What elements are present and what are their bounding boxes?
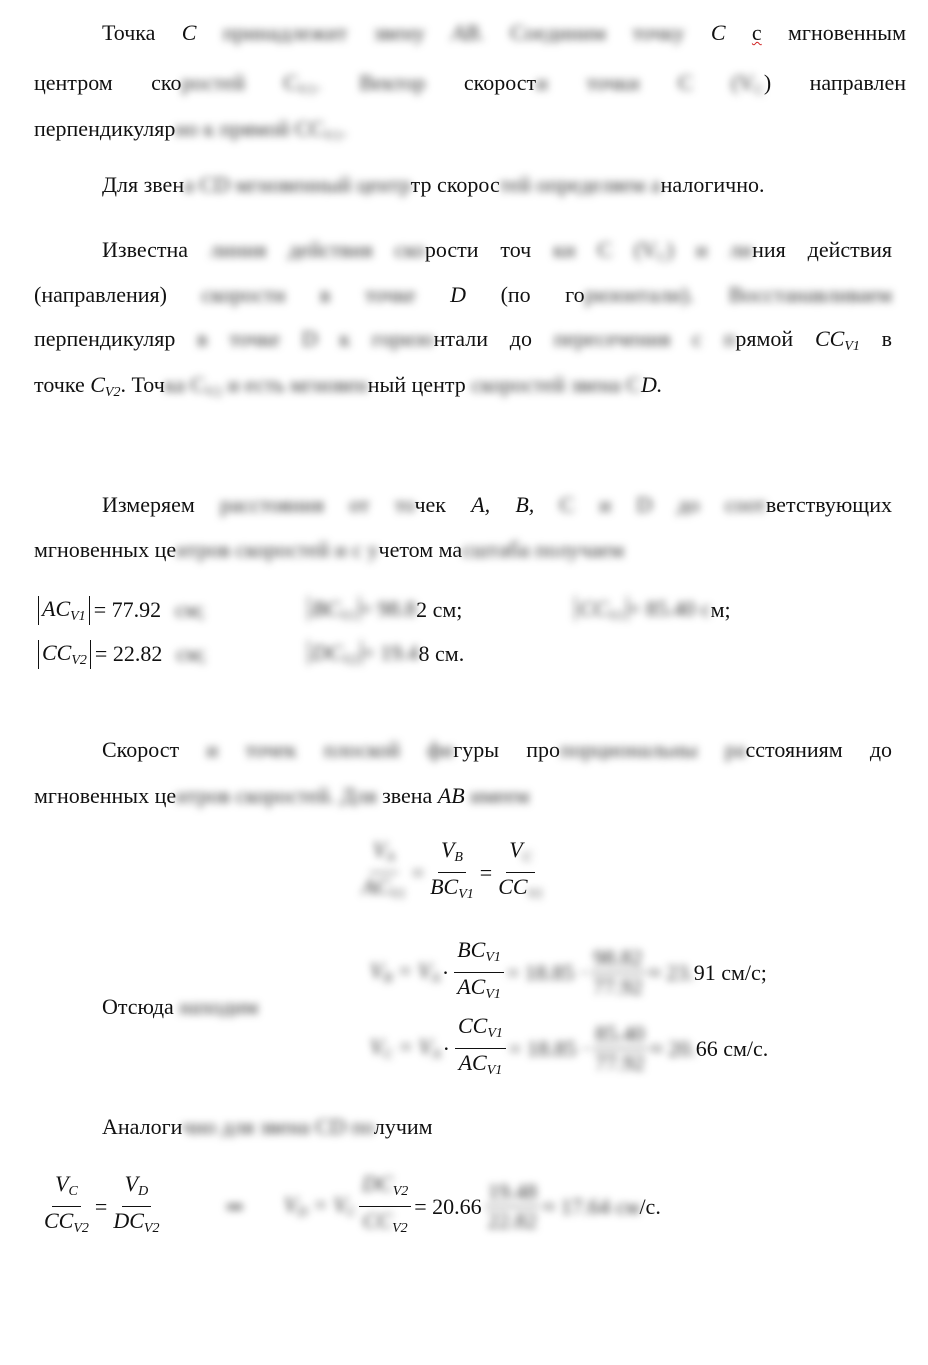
p3-line3: перпендикуляр в точке D к горизонтали до пересечения с прямой $CC_{V1}$ в — [34, 326, 893, 354]
p2-line: Для звена CD мгновенный центртр скоростей определяем аналогично. — [102, 172, 765, 197]
equation-vb: $V_B = V_A$ · $\frac{BC_{V1}}{AC_{V1}}$ = 18.85 · $\frac{98.82}{77.92}$ ≈ 23. 91 см/с; — [370, 937, 767, 1002]
hence-label: Отсюда находим — [102, 994, 259, 1019]
meas-cc1: $CC_{V1} = 85.40$ с м; — [575, 592, 731, 628]
p6-line: Аналогично для звена CD получим — [102, 1114, 433, 1139]
p1-line3: перпендикулярно к прямой $CC_{V1}$. — [34, 116, 347, 144]
p5-line1: Скорост и точек плоской фигуры пропорциональны расстояниям до — [102, 737, 893, 762]
p4-line2: мгновенных центров скоростей и с учетом масштаба получаем — [34, 537, 624, 562]
p3-line1: Известна линия действия скорости точ ки C $(V_C)$ и линия действия — [102, 237, 893, 265]
equation-proportion-ab: $\frac{V_A}{AC_{V1}}$ = $\frac{V_B}{BC_{V1}}$ = $\frac{V_C}{CC_{V1}}$ — [362, 837, 544, 902]
meas-dc: $DC_{V2} = 19.4$ 8 см. — [308, 636, 464, 672]
meas-cc2: $CC_{V2}$ = 22.82 см; — [38, 636, 206, 672]
equation-vc: $V_C = V_A$ · $\frac{CC_{V1}}{AC_{V1}}$ = 18.85 · $\frac{85.40}{77.92}$ ≈ 20. 66 см/с. — [370, 1013, 769, 1078]
meas-bc: $BC_{V1} = 98.8$ 2 см; — [308, 592, 462, 628]
p1-line1: Точка C принадлежит звену AB. Соединим точку C с мгновенным — [102, 20, 907, 45]
meas-ac: $AC_{V1}$ = 77.92 см; — [38, 592, 205, 628]
p3-line2: (направления) скорости в точке D (по горизонтали). Восстанавливаем — [34, 282, 893, 307]
equation-vd: $\frac{V_C}{CC_{V2}}$ = $\frac{V_D}{DC_{V2}}$ ⇒ $V_D = V_C$ $\frac{DC_{V2}}{CC_{V2}}$ = 20.66 $\frac{19.48}{22.82}$ ≈ 17.64 см /с. — [44, 1171, 661, 1236]
p3-line4: точке $C_{V2}$. Точка $C_{V2}$ и есть мгновенный центр скоростей звена CD. — [34, 372, 663, 400]
p4-line1: Измеряем расстояния от точек A, B, C и D до соответствующих — [102, 492, 892, 517]
p1-line2: центром скоростей $C_{V1}$. Вектор скорости точки C $(V_C)$ направлен — [34, 70, 907, 98]
p5-line2: мгновенных центров скоростей. Для звена AB имеем — [34, 783, 530, 808]
